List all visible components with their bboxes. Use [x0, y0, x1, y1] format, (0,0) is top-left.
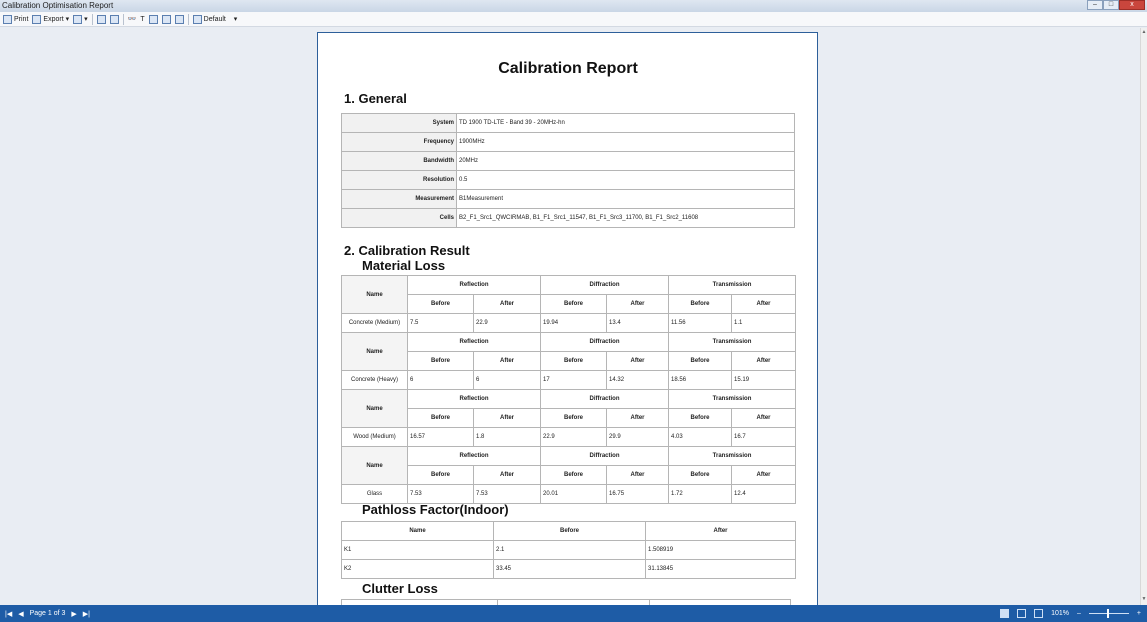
- material-value: 11.56: [669, 314, 732, 333]
- general-key: Bandwidth: [342, 152, 457, 171]
- material-value: 18.56: [669, 371, 732, 390]
- before-header: Before: [408, 352, 474, 371]
- zoom-in-button[interactable]: +: [1136, 610, 1141, 617]
- diffraction-header: Diffraction: [541, 447, 669, 466]
- pathloss-name: K2: [342, 560, 494, 579]
- document-map-icon[interactable]: [97, 15, 106, 24]
- close-button[interactable]: x: [1119, 0, 1145, 10]
- before-header: Before: [669, 409, 732, 428]
- material-value: 7.53: [474, 485, 541, 504]
- separator: [92, 14, 93, 25]
- table-row: [342, 428, 796, 447]
- print-label: Print: [14, 15, 29, 23]
- style-dropdown[interactable]: Default ▾: [193, 15, 238, 24]
- general-key: Cells: [342, 209, 457, 228]
- diffraction-header: Diffraction: [541, 333, 669, 352]
- table-row: [342, 114, 795, 133]
- material-value: 6: [474, 371, 541, 390]
- material-value: 7.5: [408, 314, 474, 333]
- material-value: 1.1: [732, 314, 796, 333]
- material-heading: Material Loss: [362, 258, 446, 273]
- multi-page-view-button[interactable]: [1034, 609, 1043, 618]
- result-heading: 2. Calibration Result: [344, 243, 470, 258]
- style-icon: [193, 15, 202, 24]
- name-header: Name: [342, 447, 408, 485]
- material-value: 15.19: [732, 371, 796, 390]
- separator: [188, 14, 189, 25]
- table-header-row: [342, 409, 796, 428]
- general-value: 1900MHz: [457, 133, 795, 152]
- material-value: 6: [408, 371, 474, 390]
- table-row: [342, 133, 795, 152]
- report-viewport: [0, 28, 1140, 605]
- material-value: 4.03: [669, 428, 732, 447]
- table-row: [342, 190, 795, 209]
- diffraction-header: Diffraction: [541, 390, 669, 409]
- table-header-row: [342, 276, 796, 295]
- material-loss-table: [341, 275, 796, 504]
- clutter-heading: Clutter Loss: [362, 581, 438, 596]
- maximize-button[interactable]: □: [1103, 0, 1119, 10]
- general-value: 20MHz: [457, 152, 795, 171]
- before-header: Before: [541, 466, 607, 485]
- name-header: Name: [342, 276, 408, 314]
- material-value: 16.7: [732, 428, 796, 447]
- material-value: 22.9: [474, 314, 541, 333]
- scroll-down-icon[interactable]: ▼: [1141, 596, 1147, 602]
- first-page-icon[interactable]: |◀: [5, 610, 13, 618]
- material-value: 17: [541, 371, 607, 390]
- pathloss-before: 33.45: [494, 560, 646, 579]
- table-header-row: [342, 333, 796, 352]
- after-header: After: [607, 352, 669, 371]
- thumbnail-icon[interactable]: [175, 15, 184, 24]
- pathloss-before: 2.1: [494, 541, 646, 560]
- binoculars-icon: 👓: [127, 16, 137, 23]
- table-header-row: [342, 447, 796, 466]
- table-header-row: [342, 295, 796, 314]
- parameters-icon[interactable]: [110, 15, 119, 24]
- material-value: 29.9: [607, 428, 669, 447]
- general-table: [341, 113, 795, 228]
- material-value: 19.94: [541, 314, 607, 333]
- after-header: After: [607, 466, 669, 485]
- table-header-row: [342, 352, 796, 371]
- before-header: Before: [408, 409, 474, 428]
- export-button[interactable]: Export ▾: [32, 15, 69, 24]
- table-header-row: [342, 522, 796, 541]
- window-title: Calibration Optimisation Report: [2, 1, 114, 10]
- zoom-slider-thumb[interactable]: [1107, 609, 1109, 618]
- material-value: 1.8: [474, 428, 541, 447]
- after-header: After: [732, 352, 796, 371]
- transmission-header: Transmission: [669, 333, 796, 352]
- after-header: After: [474, 466, 541, 485]
- general-heading: 1. General: [344, 91, 407, 106]
- material-value: 12.4: [732, 485, 796, 504]
- zoom-level: 101%: [1051, 610, 1069, 617]
- general-value: 0.5: [457, 171, 795, 190]
- table-row: [342, 560, 796, 579]
- table-row: [342, 485, 796, 504]
- pathloss-after: 31.13845: [646, 560, 796, 579]
- before-header: Before: [669, 352, 732, 371]
- after-header: After: [732, 466, 796, 485]
- vertical-scrollbar[interactable]: [1140, 28, 1147, 605]
- table-header-row: [342, 466, 796, 485]
- material-name: Glass: [342, 485, 408, 504]
- material-name: Concrete (Medium): [342, 314, 408, 333]
- window-controls: [1087, 0, 1145, 11]
- before-header: Before: [408, 295, 474, 314]
- after-header: After: [607, 295, 669, 314]
- general-value: B1Measurement: [457, 190, 795, 209]
- after-header: After: [607, 409, 669, 428]
- after-header: After: [732, 409, 796, 428]
- single-page-view-button[interactable]: [1000, 609, 1009, 618]
- before-header: Before: [408, 466, 474, 485]
- print-button[interactable]: [3, 15, 28, 24]
- report-title: Calibration Report: [498, 60, 638, 77]
- table-row: [342, 171, 795, 190]
- general-key: Resolution: [342, 171, 457, 190]
- material-value: 13.4: [607, 314, 669, 333]
- report-page: [317, 32, 818, 605]
- previous-page-icon[interactable]: ◀: [18, 610, 24, 618]
- export-label: Export: [43, 15, 64, 23]
- pathloss-table: [341, 521, 796, 579]
- minimize-button[interactable]: –: [1087, 0, 1103, 10]
- page-setup-button[interactable]: ▾: [73, 15, 88, 24]
- reflection-header: Reflection: [408, 390, 541, 409]
- toolbar: [0, 12, 1147, 27]
- general-key: Measurement: [342, 190, 457, 209]
- before-header: Before: [494, 522, 646, 541]
- layout-icon[interactable]: [149, 15, 158, 24]
- material-value: 14.32: [607, 371, 669, 390]
- name-header: Name: [342, 390, 408, 428]
- scroll-up-icon[interactable]: ▲: [1141, 29, 1147, 35]
- diffraction-header: Diffraction: [541, 276, 669, 295]
- material-value: 20.01: [541, 485, 607, 504]
- after-header: After: [474, 295, 541, 314]
- table-row: [342, 371, 796, 390]
- table-header-row: [342, 390, 796, 409]
- text-icon: T: [140, 15, 145, 23]
- table-row: [342, 314, 796, 333]
- zoom-slider[interactable]: [1089, 613, 1129, 614]
- transmission-header: Transmission: [669, 390, 796, 409]
- table-row: [342, 209, 795, 228]
- reflection-header: Reflection: [408, 333, 541, 352]
- printer-icon: [3, 15, 12, 24]
- before-header: Before: [541, 409, 607, 428]
- text-button[interactable]: [140, 16, 144, 23]
- continuous-view-button[interactable]: [1017, 609, 1026, 618]
- find-button[interactable]: [128, 15, 137, 23]
- general-key: Frequency: [342, 133, 457, 152]
- table-row: [342, 541, 796, 560]
- general-value: B2_F1_Src1_QWCIRMAB, B1_F1_Src1_11547, B1_F1_Src3_11700, B1_F1_Src2_11608: [457, 209, 795, 228]
- material-value: 7.53: [408, 485, 474, 504]
- separator: [123, 14, 124, 25]
- pathloss-name: K1: [342, 541, 494, 560]
- page-view-icon[interactable]: [162, 15, 171, 24]
- material-value: 22.9: [541, 428, 607, 447]
- before-header: Before: [669, 295, 732, 314]
- window-title-bar: [0, 0, 1147, 12]
- after-header: After: [732, 295, 796, 314]
- material-value: 16.57: [408, 428, 474, 447]
- transmission-header: Transmission: [669, 447, 796, 466]
- reflection-header: Reflection: [408, 447, 541, 466]
- name-header: Name: [342, 522, 494, 541]
- last-page-icon[interactable]: ▶|: [82, 610, 90, 618]
- pathloss-heading: Pathloss Factor(Indoor): [362, 502, 509, 517]
- table-row: [342, 152, 795, 171]
- general-key: System: [342, 114, 457, 133]
- status-bar: [0, 605, 1147, 622]
- pathloss-after: 1.508919: [646, 541, 796, 560]
- general-value: TD 1900 TD-LTE - Band 39 - 20MHz-hn: [457, 114, 795, 133]
- material-value: 1.72: [669, 485, 732, 504]
- after-header: After: [646, 522, 796, 541]
- name-header: Name: [342, 333, 408, 371]
- material-name: Concrete (Heavy): [342, 371, 408, 390]
- reflection-header: Reflection: [408, 276, 541, 295]
- after-header: After: [474, 409, 541, 428]
- style-label: Default: [203, 15, 226, 23]
- before-header: Before: [669, 466, 732, 485]
- page-indicator: Page 1 of 3: [29, 610, 66, 617]
- material-value: 16.75: [607, 485, 669, 504]
- page-setup-icon: [73, 15, 82, 24]
- after-header: After: [474, 352, 541, 371]
- save-icon: [32, 15, 41, 24]
- before-header: Before: [541, 352, 607, 371]
- material-name: Wood (Medium): [342, 428, 408, 447]
- transmission-header: Transmission: [669, 276, 796, 295]
- zoom-out-button[interactable]: –: [1077, 610, 1081, 617]
- before-header: Before: [541, 295, 607, 314]
- next-page-icon[interactable]: ▶: [71, 610, 77, 618]
